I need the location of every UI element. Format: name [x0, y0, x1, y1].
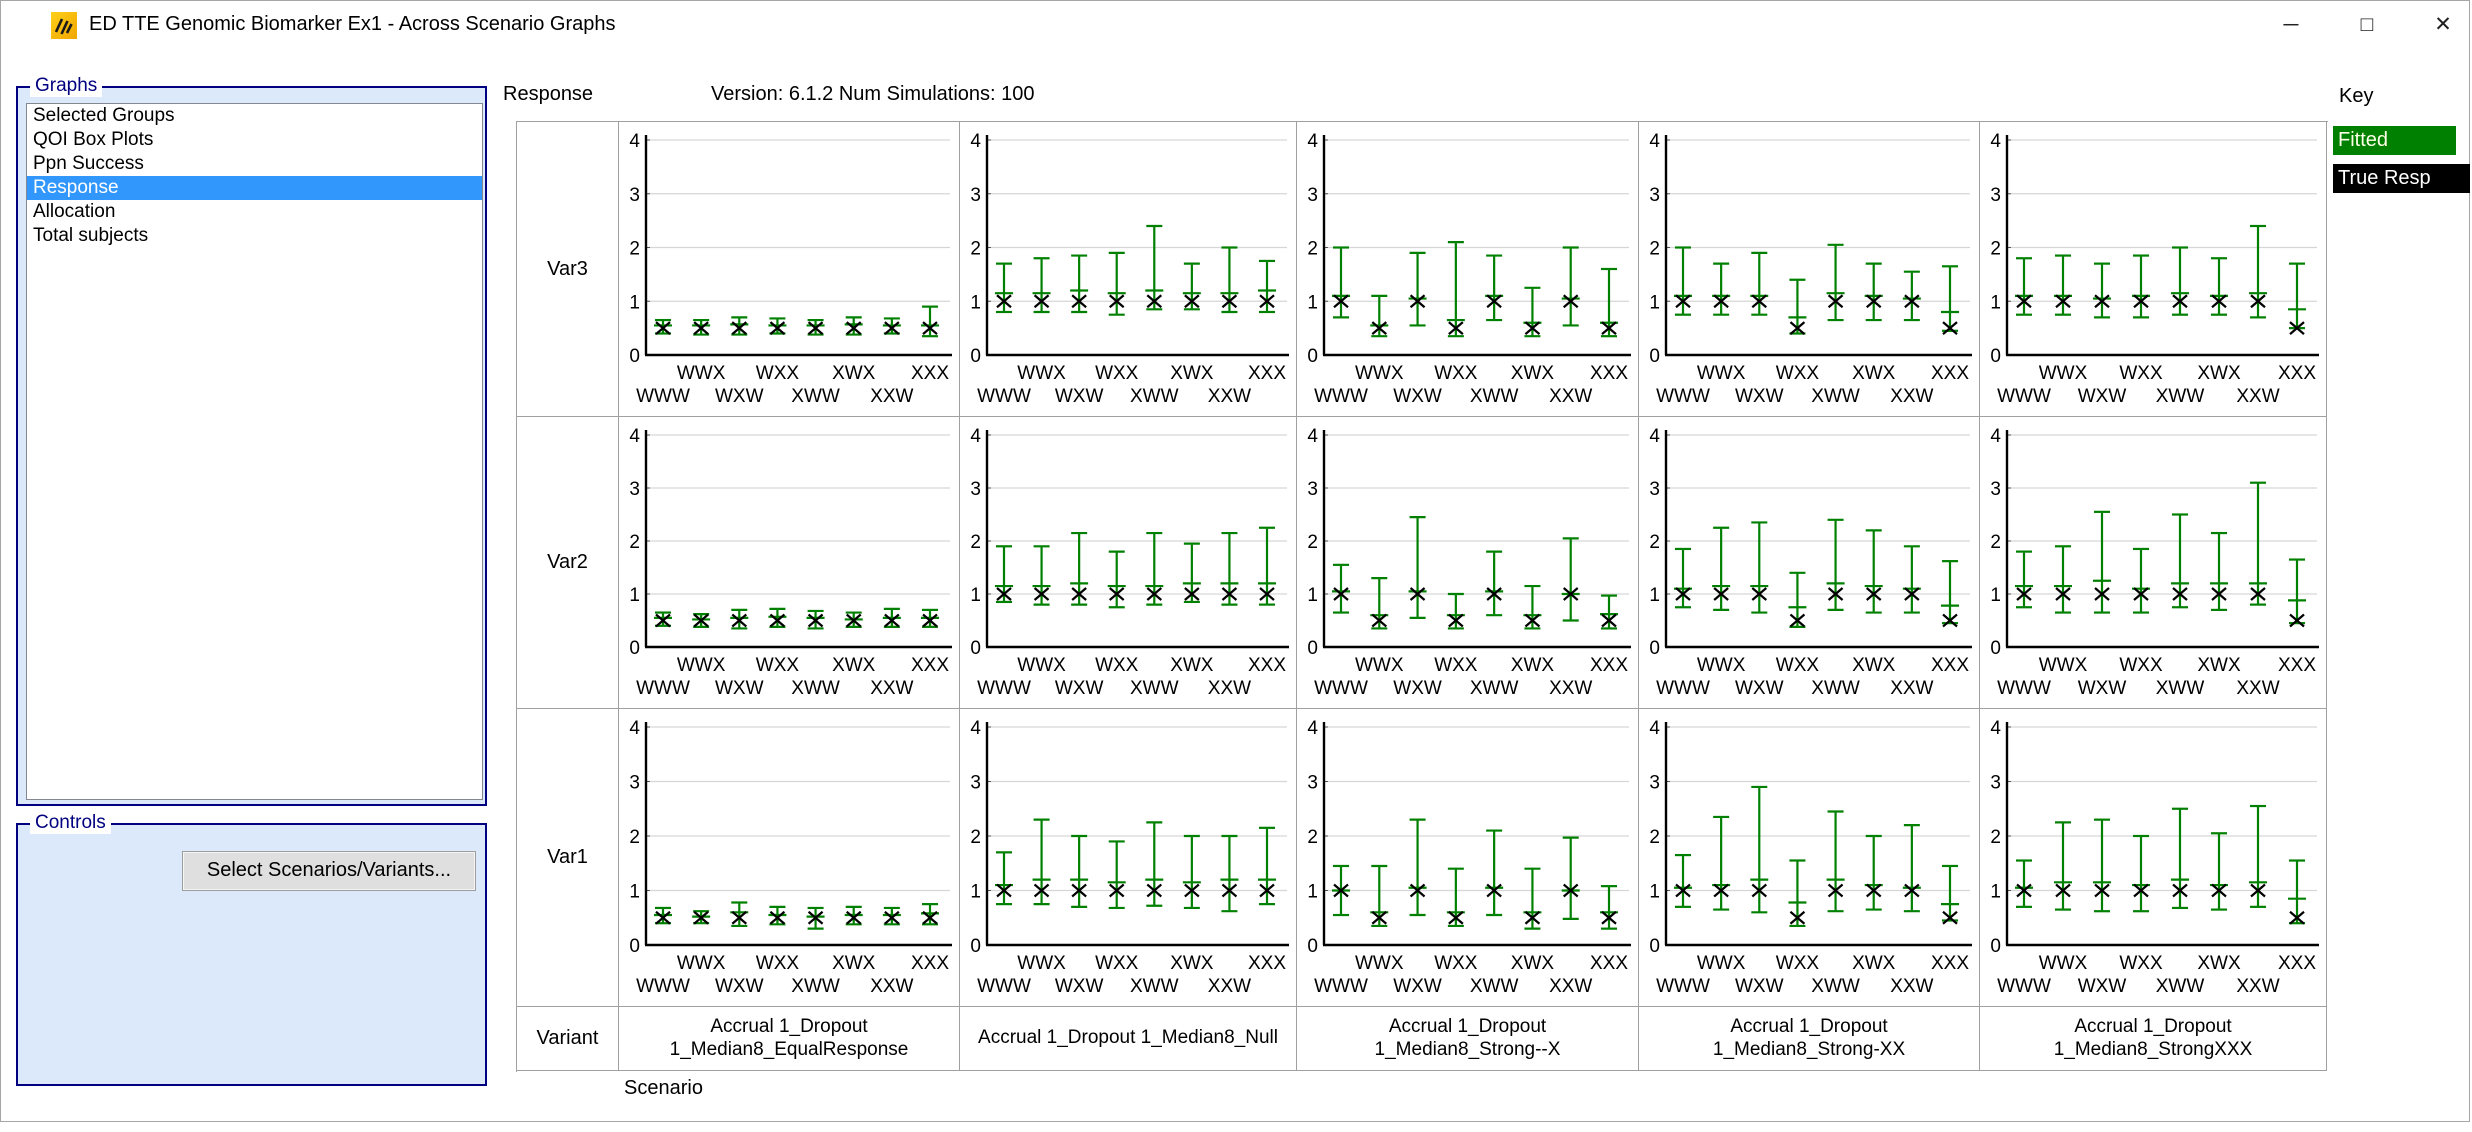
svg-text:1: 1: [1649, 881, 1660, 903]
row-label-var2: Var2: [517, 417, 619, 709]
svg-text:WWX: WWX: [1355, 953, 1404, 974]
svg-text:WWW: WWW: [636, 976, 690, 997]
version-info: Version: 6.1.2 Num Simulations: 100: [711, 83, 1035, 105]
svg-text:WXW: WXW: [715, 386, 764, 407]
svg-text:WWW: WWW: [1656, 678, 1710, 699]
plot-cell-var1-scenario1: [619, 709, 960, 1007]
svg-text:XXW: XXW: [1207, 976, 1252, 997]
svg-text:XXX: XXX: [910, 953, 950, 974]
svg-text:WWW: WWW: [1997, 976, 2051, 997]
svg-text:1: 1: [1990, 585, 2001, 606]
svg-text:1: 1: [1649, 292, 1660, 314]
graphs-groupbox-label: Graphs: [30, 75, 102, 97]
svg-text:XXX: XXX: [1247, 363, 1287, 384]
svg-text:1: 1: [1990, 292, 2001, 314]
svg-text:WWX: WWX: [2038, 655, 2088, 676]
svg-text:WXX: WXX: [755, 953, 800, 974]
svg-text:1: 1: [970, 881, 981, 903]
response-plot-var3-scenario4: [1639, 122, 1979, 416]
svg-text:XXW: XXW: [2236, 678, 2280, 699]
response-plot-var1-scenario5: [1980, 709, 2326, 1006]
svg-text:3: 3: [1990, 184, 2001, 206]
plot-cell-var1-scenario2: [960, 709, 1297, 1007]
svg-text:WWX: WWX: [676, 655, 726, 676]
svg-text:0: 0: [629, 346, 640, 367]
svg-text:XWX: XWX: [832, 363, 876, 384]
plot-cell-var3-scenario5: [1980, 122, 2327, 417]
svg-text:WXX: WXX: [2119, 655, 2163, 676]
svg-text:WWW: WWW: [1314, 386, 1368, 407]
svg-text:0: 0: [970, 638, 981, 659]
svg-text:WWW: WWW: [977, 678, 1031, 699]
svg-text:XWW: XWW: [1130, 678, 1179, 699]
svg-text:XWW: XWW: [791, 386, 840, 407]
app-icon: [51, 12, 77, 39]
svg-text:WXW: WXW: [2077, 386, 2127, 407]
svg-text:1: 1: [629, 585, 640, 606]
plot-cell-var2-scenario1: [619, 417, 960, 709]
svg-text:0: 0: [1307, 936, 1318, 957]
response-plot-var3-scenario1: [619, 122, 959, 416]
svg-text:XWW: XWW: [1130, 976, 1179, 997]
svg-text:XWX: XWX: [832, 953, 876, 974]
svg-text:WXX: WXX: [755, 655, 800, 676]
svg-text:2: 2: [1649, 827, 1660, 848]
svg-text:XWW: XWW: [2155, 386, 2205, 407]
svg-text:XXX: XXX: [1247, 655, 1287, 676]
svg-text:XXX: XXX: [2277, 953, 2317, 974]
response-plot-var3-scenario3: [1297, 122, 1638, 416]
svg-text:WWX: WWX: [676, 953, 726, 974]
svg-text:2: 2: [1307, 532, 1318, 553]
svg-text:1: 1: [1307, 585, 1318, 606]
svg-text:XXX: XXX: [1589, 363, 1629, 384]
svg-text:WXX: WXX: [1434, 953, 1478, 974]
svg-text:XXW: XXW: [1890, 976, 1934, 997]
svg-text:WXW: WXW: [2077, 678, 2127, 699]
svg-text:XXX: XXX: [2277, 363, 2317, 384]
svg-text:XWX: XWX: [1510, 953, 1555, 974]
svg-text:XXW: XXW: [870, 386, 914, 407]
svg-text:2: 2: [629, 827, 640, 848]
svg-text:WWX: WWX: [1355, 363, 1404, 384]
svg-text:WWX: WWX: [1017, 363, 1066, 384]
response-plot-var2-scenario4: [1639, 417, 1979, 708]
svg-text:0: 0: [1649, 346, 1660, 367]
svg-text:1: 1: [1307, 881, 1318, 903]
svg-text:WXX: WXX: [1775, 953, 1820, 974]
minimize-icon[interactable]: ─: [2283, 13, 2299, 36]
response-plot-var1-scenario1: [619, 709, 959, 1006]
variant-cell-2: Accrual 1_Dropout 1_Median8_Null: [960, 1007, 1297, 1071]
svg-text:WWX: WWX: [1696, 953, 1746, 974]
graphs-list-item-response[interactable]: Response: [27, 176, 482, 200]
select-scenarios-variants-button[interactable]: Select Scenarios/Variants...: [182, 851, 476, 891]
svg-text:XXX: XXX: [1589, 953, 1629, 974]
svg-text:XWW: XWW: [2155, 976, 2205, 997]
svg-text:WWX: WWX: [676, 363, 726, 384]
plot-cell-var3-scenario1: [619, 122, 960, 417]
plot-cell-var3-scenario2: [960, 122, 1297, 417]
key-label: Key: [2339, 85, 2374, 107]
plot-cell-var3-scenario3: [1297, 122, 1639, 417]
svg-text:XXX: XXX: [910, 363, 950, 384]
svg-text:XXW: XXW: [1890, 386, 1934, 407]
svg-text:WXW: WXW: [1054, 976, 1104, 997]
response-plot-var2-scenario5: [1980, 417, 2326, 708]
response-plot-var1-scenario2: [960, 709, 1296, 1006]
svg-text:4: 4: [1307, 131, 1318, 152]
svg-text:XWW: XWW: [1811, 976, 1860, 997]
svg-text:XWW: XWW: [2155, 678, 2205, 699]
svg-text:4: 4: [1990, 426, 2001, 447]
svg-text:XWX: XWX: [1170, 655, 1214, 676]
svg-text:1: 1: [970, 585, 981, 606]
svg-text:XXX: XXX: [910, 655, 950, 676]
graphs-groupbox: [16, 75, 487, 806]
svg-text:XXW: XXW: [1549, 976, 1593, 997]
svg-text:XWX: XWX: [1170, 953, 1214, 974]
svg-text:XWW: XWW: [1811, 386, 1860, 407]
svg-text:WWX: WWX: [1696, 655, 1746, 676]
response-plot-var1-scenario3: [1297, 709, 1638, 1006]
plot-cell-var1-scenario4: [1639, 709, 1980, 1007]
variant-cell-5: Accrual 1_Dropout 1_Median8_StrongXXX: [1980, 1007, 2327, 1071]
svg-text:XXW: XXW: [1207, 386, 1252, 407]
graphs-list-item-selected-groups[interactable]: Selected Groups: [33, 105, 175, 126]
graph-title: Response: [503, 83, 594, 105]
svg-text:XWW: XWW: [791, 678, 840, 699]
svg-text:3: 3: [1990, 479, 2001, 500]
svg-text:0: 0: [629, 936, 640, 957]
plot-cell-var3-scenario4: [1639, 122, 1980, 417]
svg-text:1: 1: [629, 881, 640, 903]
svg-text:WXX: WXX: [1095, 363, 1139, 384]
svg-text:WXW: WXW: [1393, 678, 1442, 699]
svg-text:XWW: XWW: [791, 976, 840, 997]
svg-text:XWX: XWX: [1852, 953, 1896, 974]
svg-text:3: 3: [629, 479, 640, 500]
svg-text:WXW: WXW: [715, 976, 764, 997]
svg-text:WXW: WXW: [715, 678, 764, 699]
svg-text:WWW: WWW: [1314, 976, 1368, 997]
svg-text:4: 4: [1649, 426, 1660, 447]
svg-text:2: 2: [1649, 532, 1660, 553]
svg-text:WXW: WXW: [1735, 678, 1784, 699]
svg-text:WXW: WXW: [1393, 386, 1442, 407]
svg-text:2: 2: [1307, 238, 1318, 260]
plot-cell-var2-scenario4: [1639, 417, 1980, 709]
svg-text:4: 4: [970, 426, 981, 447]
svg-text:0: 0: [970, 346, 981, 367]
scenario-axis-label: Scenario: [624, 1077, 703, 1099]
svg-text:0: 0: [1649, 936, 1660, 957]
svg-text:3: 3: [629, 184, 640, 206]
svg-text:3: 3: [970, 184, 981, 206]
row-label-var1: Var1: [517, 709, 619, 1007]
plot-cell-var1-scenario3: [1297, 709, 1639, 1007]
svg-text:3: 3: [1649, 479, 1660, 500]
svg-text:XWX: XWX: [1170, 363, 1214, 384]
maximize-icon[interactable]: □: [2360, 13, 2374, 36]
svg-text:WWX: WWX: [1017, 953, 1066, 974]
scenario-plot-grid: [516, 121, 2328, 1072]
svg-text:WWX: WWX: [2038, 363, 2088, 384]
svg-text:0: 0: [1307, 346, 1318, 367]
svg-text:4: 4: [629, 718, 640, 739]
row-label-var3: Var3: [517, 122, 619, 417]
svg-text:XWX: XWX: [1852, 363, 1896, 384]
svg-text:XWW: XWW: [1469, 678, 1519, 699]
svg-text:0: 0: [1307, 638, 1318, 659]
svg-text:2: 2: [1990, 827, 2001, 848]
svg-text:XWX: XWX: [1510, 655, 1555, 676]
svg-text:XXW: XXW: [1207, 678, 1252, 699]
svg-text:WXX: WXX: [1095, 953, 1139, 974]
svg-text:WXX: WXX: [2119, 363, 2163, 384]
svg-text:XXW: XXW: [870, 976, 914, 997]
response-plot-var2-scenario3: [1297, 417, 1638, 708]
svg-text:XWX: XWX: [1852, 655, 1896, 676]
svg-text:WXW: WXW: [1735, 976, 1784, 997]
svg-text:XWX: XWX: [2197, 363, 2241, 384]
svg-text:3: 3: [1649, 772, 1660, 794]
key-true-resp-badge: True Resp: [2333, 164, 2470, 193]
svg-text:0: 0: [1990, 346, 2001, 367]
svg-text:WXX: WXX: [2119, 953, 2163, 974]
svg-text:WXX: WXX: [1775, 655, 1820, 676]
svg-text:XXX: XXX: [1930, 655, 1970, 676]
svg-text:0: 0: [1990, 638, 2001, 659]
svg-text:XXX: XXX: [1930, 363, 1970, 384]
graphs-listbox[interactable]: [26, 103, 483, 800]
svg-text:WWW: WWW: [636, 386, 690, 407]
graphs-list-item-ppn-success[interactable]: Ppn Success: [33, 153, 144, 174]
svg-text:2: 2: [1990, 532, 2001, 553]
svg-text:WXW: WXW: [1393, 976, 1442, 997]
svg-text:XXW: XXW: [1890, 678, 1934, 699]
controls-groupbox: [16, 812, 487, 1086]
svg-text:0: 0: [629, 638, 640, 659]
svg-text:3: 3: [1649, 184, 1660, 206]
svg-text:WXW: WXW: [2077, 976, 2127, 997]
key-fitted-badge: Fitted: [2333, 126, 2456, 155]
variant-header-cell: Variant: [517, 1007, 619, 1071]
response-plot-var3-scenario5: [1980, 122, 2326, 416]
svg-text:1: 1: [1307, 292, 1318, 314]
svg-text:XXX: XXX: [1589, 655, 1629, 676]
svg-text:2: 2: [970, 532, 981, 553]
svg-text:4: 4: [970, 718, 981, 739]
plot-cell-var2-scenario3: [1297, 417, 1639, 709]
svg-text:2: 2: [970, 238, 981, 260]
svg-text:0: 0: [1649, 638, 1660, 659]
title-bar: [1, 1, 2469, 48]
svg-text:WWW: WWW: [977, 386, 1031, 407]
svg-text:2: 2: [629, 238, 640, 260]
svg-text:XXW: XXW: [1549, 678, 1593, 699]
svg-text:2: 2: [1990, 238, 2001, 260]
svg-text:XXW: XXW: [870, 678, 914, 699]
svg-text:0: 0: [970, 936, 981, 957]
plot-cell-var2-scenario5: [1980, 417, 2327, 709]
svg-text:WWW: WWW: [1997, 678, 2051, 699]
graphs-list-item-qoi-box-plots[interactable]: QOI Box Plots: [33, 129, 154, 150]
svg-text:4: 4: [629, 426, 640, 447]
svg-text:XWW: XWW: [1469, 386, 1519, 407]
controls-groupbox-label: Controls: [30, 812, 111, 834]
graphs-list-item-allocation[interactable]: Allocation: [33, 201, 116, 222]
svg-text:3: 3: [1307, 772, 1318, 794]
svg-text:1: 1: [1649, 585, 1660, 606]
svg-text:XWX: XWX: [2197, 953, 2241, 974]
close-icon[interactable]: ✕: [2434, 13, 2452, 36]
svg-text:WXX: WXX: [1434, 655, 1478, 676]
svg-text:4: 4: [1307, 718, 1318, 739]
svg-text:WWW: WWW: [1656, 386, 1710, 407]
svg-text:XWX: XWX: [1510, 363, 1555, 384]
plot-cell-var2-scenario2: [960, 417, 1297, 709]
svg-text:WWW: WWW: [1314, 678, 1368, 699]
variant-cell-3: Accrual 1_Dropout 1_Median8_Strong--X: [1297, 1007, 1639, 1071]
svg-text:4: 4: [1649, 718, 1660, 739]
response-plot-var2-scenario1: [619, 417, 959, 708]
svg-text:WXW: WXW: [1735, 386, 1784, 407]
svg-text:4: 4: [1307, 426, 1318, 447]
svg-text:2: 2: [1307, 827, 1318, 848]
svg-text:XWW: XWW: [1811, 678, 1860, 699]
svg-text:4: 4: [629, 131, 640, 152]
svg-text:1: 1: [1990, 881, 2001, 903]
plot-cell-var1-scenario5: [1980, 709, 2327, 1007]
svg-text:4: 4: [1990, 131, 2001, 152]
svg-text:2: 2: [1649, 238, 1660, 260]
svg-text:0: 0: [1990, 936, 2001, 957]
svg-text:XWX: XWX: [832, 655, 876, 676]
variant-cell-1: Accrual 1_Dropout 1_Median8_EqualResponse: [619, 1007, 960, 1071]
svg-text:2: 2: [629, 532, 640, 553]
svg-text:4: 4: [1649, 131, 1660, 152]
svg-text:XWW: XWW: [1130, 386, 1179, 407]
svg-text:4: 4: [1990, 718, 2001, 739]
svg-text:WXX: WXX: [1095, 655, 1139, 676]
svg-text:3: 3: [970, 772, 981, 794]
window-title: ED TTE Genomic Biomarker Ex1 - Across Scenario Graphs: [89, 13, 616, 35]
svg-text:WXX: WXX: [1434, 363, 1478, 384]
svg-text:3: 3: [629, 772, 640, 794]
svg-text:XXW: XXW: [2236, 386, 2280, 407]
svg-text:WWX: WWX: [1017, 655, 1066, 676]
svg-text:XXW: XXW: [2236, 976, 2280, 997]
svg-text:XXW: XXW: [1549, 386, 1593, 407]
svg-text:WWX: WWX: [1696, 363, 1746, 384]
svg-text:WXX: WXX: [755, 363, 800, 384]
svg-text:3: 3: [1307, 184, 1318, 206]
svg-text:3: 3: [1990, 772, 2001, 794]
svg-text:XXX: XXX: [1247, 953, 1287, 974]
svg-text:WWW: WWW: [977, 976, 1031, 997]
svg-text:WWX: WWX: [2038, 953, 2088, 974]
svg-text:3: 3: [1307, 479, 1318, 500]
svg-text:XWX: XWX: [2197, 655, 2241, 676]
svg-text:1: 1: [970, 292, 981, 314]
graphs-list-item-total-subjects[interactable]: Total subjects: [33, 225, 149, 246]
variant-cell-4: Accrual 1_Dropout 1_Median8_Strong-XX: [1639, 1007, 1980, 1071]
svg-text:WXW: WXW: [1054, 386, 1104, 407]
svg-text:WWW: WWW: [1997, 386, 2051, 407]
svg-text:XWW: XWW: [1469, 976, 1519, 997]
svg-text:1: 1: [629, 292, 640, 314]
svg-text:XXX: XXX: [1930, 953, 1970, 974]
response-plot-var3-scenario2: [960, 122, 1296, 416]
svg-text:2: 2: [970, 827, 981, 848]
svg-text:4: 4: [970, 131, 981, 152]
svg-text:3: 3: [970, 479, 981, 500]
svg-text:WWW: WWW: [636, 678, 690, 699]
response-plot-var2-scenario2: [960, 417, 1296, 708]
svg-text:WXW: WXW: [1054, 678, 1104, 699]
svg-text:WXX: WXX: [1775, 363, 1820, 384]
svg-text:XXX: XXX: [2277, 655, 2317, 676]
response-plot-var1-scenario4: [1639, 709, 1979, 1006]
svg-text:WWX: WWX: [1355, 655, 1404, 676]
svg-text:WWW: WWW: [1656, 976, 1710, 997]
